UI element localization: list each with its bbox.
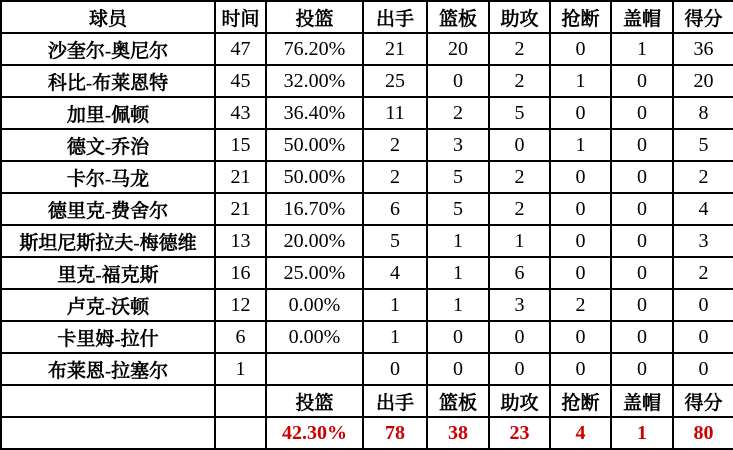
cell-points: 3 [673, 225, 733, 257]
player-row [1, 97, 733, 129]
cell-steals: 1 [550, 65, 611, 97]
cell-points: 20 [673, 65, 733, 97]
player-row [1, 321, 733, 353]
cell-minutes: 16 [215, 257, 266, 289]
footer-label-attempts: 出手 [363, 385, 427, 417]
header-cell-blocks: 盖帽 [611, 1, 673, 33]
cell-rebounds: 1 [427, 225, 489, 257]
cell-player: 卢克-沃顿 [1, 289, 215, 321]
header-cell-steals: 抢断 [550, 1, 611, 33]
cell-rebounds: 1 [427, 289, 489, 321]
cell-minutes: 6 [215, 321, 266, 353]
cell-minutes: 12 [215, 289, 266, 321]
header-cell-player: 球员 [1, 1, 215, 33]
cell-player: 沙奎尔-奥尼尔 [1, 33, 215, 65]
cell-blocks: 0 [611, 289, 673, 321]
cell-player: 科比-布莱恩特 [1, 65, 215, 97]
cell-steals: 0 [550, 161, 611, 193]
cell-steals: 0 [550, 33, 611, 65]
cell-fg-pct: 0.00% [266, 321, 363, 353]
cell-minutes: 45 [215, 65, 266, 97]
cell-rebounds: 5 [427, 161, 489, 193]
cell-steals: 0 [550, 353, 611, 385]
footer-labels-row [1, 385, 733, 417]
cell-minutes: 1 [215, 353, 266, 385]
cell-blocks: 0 [611, 129, 673, 161]
cell-points: 0 [673, 353, 733, 385]
cell-attempts: 6 [363, 193, 427, 225]
cell-fg-pct: 25.00% [266, 257, 363, 289]
cell-attempts: 0 [363, 353, 427, 385]
cell-minutes: 21 [215, 193, 266, 225]
cell-points: 4 [673, 193, 733, 225]
cell-blocks: 0 [611, 225, 673, 257]
player-row [1, 225, 733, 257]
cell-player: 卡里姆-拉什 [1, 321, 215, 353]
cell-points: 0 [673, 321, 733, 353]
cell-blocks: 0 [611, 257, 673, 289]
header-row [1, 1, 733, 33]
cell-minutes: 15 [215, 129, 266, 161]
cell-rebounds: 0 [427, 65, 489, 97]
cell-player: 卡尔-马龙 [1, 161, 215, 193]
player-row [1, 193, 733, 225]
cell-points: 2 [673, 161, 733, 193]
player-row [1, 33, 733, 65]
player-row [1, 161, 733, 193]
cell-blocks: 0 [611, 97, 673, 129]
cell-steals: 0 [550, 193, 611, 225]
total-assists: 23 [489, 417, 550, 449]
cell-points: 36 [673, 33, 733, 65]
cell-assists: 5 [489, 97, 550, 129]
total-steals: 4 [550, 417, 611, 449]
cell-steals: 0 [550, 257, 611, 289]
player-row [1, 257, 733, 289]
footer-label-points: 得分 [673, 385, 733, 417]
header-cell-points: 得分 [673, 1, 733, 33]
cell-rebounds: 5 [427, 193, 489, 225]
header-cell-attempts: 出手 [363, 1, 427, 33]
total-empty [215, 417, 266, 449]
cell-rebounds: 3 [427, 129, 489, 161]
cell-steals: 0 [550, 97, 611, 129]
cell-rebounds: 2 [427, 97, 489, 129]
cell-rebounds: 0 [427, 353, 489, 385]
cell-points: 2 [673, 257, 733, 289]
cell-minutes: 47 [215, 33, 266, 65]
cell-assists: 0 [489, 129, 550, 161]
cell-attempts: 25 [363, 65, 427, 97]
cell-attempts: 11 [363, 97, 427, 129]
cell-blocks: 0 [611, 353, 673, 385]
cell-minutes: 43 [215, 97, 266, 129]
cell-steals: 2 [550, 289, 611, 321]
cell-rebounds: 0 [427, 321, 489, 353]
cell-minutes: 13 [215, 225, 266, 257]
cell-assists: 0 [489, 353, 550, 385]
footer-label-steals: 抢断 [550, 385, 611, 417]
cell-assists: 2 [489, 161, 550, 193]
cell-fg-pct: 32.00% [266, 65, 363, 97]
cell-blocks: 1 [611, 33, 673, 65]
cell-assists: 6 [489, 257, 550, 289]
cell-blocks: 0 [611, 193, 673, 225]
player-row [1, 129, 733, 161]
total-empty [1, 417, 215, 449]
footer-label-fg-pct: 投篮 [266, 385, 363, 417]
cell-steals: 0 [550, 321, 611, 353]
cell-points: 5 [673, 129, 733, 161]
header-cell-assists: 助攻 [489, 1, 550, 33]
total-rebounds: 38 [427, 417, 489, 449]
cell-assists: 1 [489, 225, 550, 257]
total-attempts: 78 [363, 417, 427, 449]
cell-assists: 3 [489, 289, 550, 321]
cell-fg-pct: 16.70% [266, 193, 363, 225]
cell-attempts: 4 [363, 257, 427, 289]
cell-fg-pct: 50.00% [266, 161, 363, 193]
cell-blocks: 0 [611, 321, 673, 353]
cell-minutes: 21 [215, 161, 266, 193]
cell-assists: 0 [489, 321, 550, 353]
cell-player: 布莱恩-拉塞尔 [1, 353, 215, 385]
cell-attempts: 2 [363, 161, 427, 193]
cell-assists: 2 [489, 193, 550, 225]
player-row [1, 65, 733, 97]
cell-fg-pct: 20.00% [266, 225, 363, 257]
cell-steals: 1 [550, 129, 611, 161]
header-cell-fg-pct: 投篮 [266, 1, 363, 33]
cell-fg-pct: 50.00% [266, 129, 363, 161]
cell-fg-pct: 0.00% [266, 289, 363, 321]
player-row [1, 353, 733, 385]
footer-label-blocks: 盖帽 [611, 385, 673, 417]
cell-assists: 2 [489, 33, 550, 65]
cell-attempts: 1 [363, 321, 427, 353]
cell-fg-pct [266, 353, 363, 385]
total-points: 80 [673, 417, 733, 449]
total-fg-pct: 42.30% [266, 417, 363, 449]
cell-attempts: 1 [363, 289, 427, 321]
footer-label-rebounds: 篮板 [427, 385, 489, 417]
cell-points: 8 [673, 97, 733, 129]
cell-rebounds: 20 [427, 33, 489, 65]
totals-row [1, 417, 733, 449]
header-cell-minutes: 时间 [215, 1, 266, 33]
cell-fg-pct: 36.40% [266, 97, 363, 129]
cell-points: 0 [673, 289, 733, 321]
cell-assists: 2 [489, 65, 550, 97]
cell-player: 加里-佩顿 [1, 97, 215, 129]
cell-player: 里克-福克斯 [1, 257, 215, 289]
total-blocks: 1 [611, 417, 673, 449]
footer-label-empty [1, 385, 215, 417]
cell-attempts: 21 [363, 33, 427, 65]
cell-player: 德文-乔治 [1, 129, 215, 161]
cell-steals: 0 [550, 225, 611, 257]
cell-attempts: 5 [363, 225, 427, 257]
cell-attempts: 2 [363, 129, 427, 161]
cell-fg-pct: 76.20% [266, 33, 363, 65]
player-row [1, 289, 733, 321]
cell-rebounds: 1 [427, 257, 489, 289]
footer-label-assists: 助攻 [489, 385, 550, 417]
footer-label-empty [215, 385, 266, 417]
cell-player: 斯坦尼斯拉夫-梅德维 [1, 225, 215, 257]
header-cell-rebounds: 篮板 [427, 1, 489, 33]
cell-blocks: 0 [611, 161, 673, 193]
cell-player: 德里克-费舍尔 [1, 193, 215, 225]
cell-blocks: 0 [611, 65, 673, 97]
